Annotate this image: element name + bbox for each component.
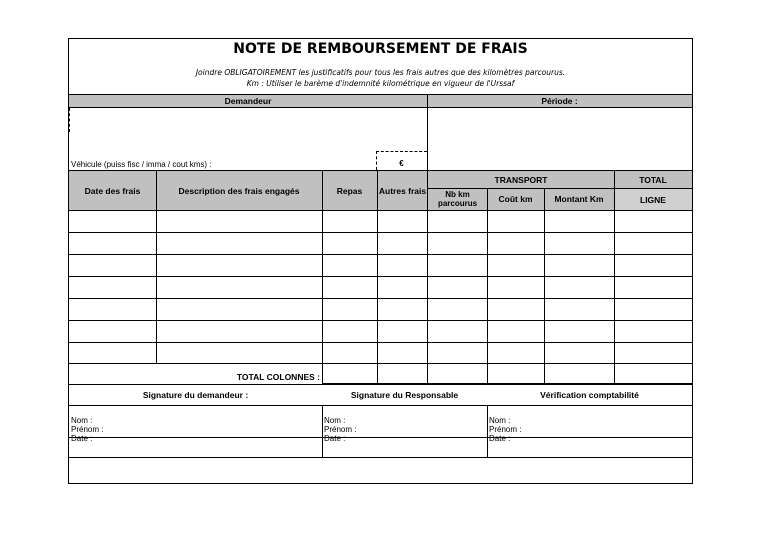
euro-sign: € [399,159,404,168]
divider [614,171,615,383]
divider [322,405,323,457]
verification-comptabilite-header: Vérification comptabilité [540,389,639,400]
signature-responsable-block[interactable] [324,416,356,443]
header-ligne: LIGNE [640,194,666,205]
divider [428,188,692,189]
divider [69,254,692,255]
demandeur-header: Demandeur [69,94,427,108]
date-label: Date : [489,434,511,443]
divider [427,94,428,108]
divider [69,437,692,438]
header-montant-km: Montant Km [554,194,604,204]
divider [69,405,692,406]
header-date: Date des frais [84,185,141,196]
divider [69,298,692,299]
divider [322,171,323,383]
form-subtitle-1: Joindre OBLIGATOIREMENT les justificatifs pour tous les frais autres que des kilomètres parcourus. [195,68,566,77]
divider [377,171,378,383]
expense-form [68,38,693,484]
header-description: Description des frais engagés [178,185,300,196]
signature-demandeur-block[interactable] [71,416,103,443]
header-transport: TRANSPORT [494,174,548,185]
nom-label: Nom : [324,416,346,425]
divider [69,210,692,211]
nom-label: Nom : [489,416,511,425]
prenom-label: Prénom : [71,425,104,434]
divider [69,108,70,132]
divider [427,171,428,383]
divider [544,188,545,383]
divider [156,171,157,363]
verification-comptabilite-block[interactable] [489,416,521,443]
divider [69,276,692,277]
divider [69,232,692,233]
date-label: Date : [324,434,346,443]
divider [487,405,488,457]
header-repas: Repas [336,185,363,196]
form-title: NOTE DE REMBOURSEMENT DE FRAIS [233,41,528,57]
vehicule-label: Véhicule (puiss fisc / imma / cout kms) : [71,160,212,169]
nom-label: Nom : [71,416,93,425]
header-total: TOTAL [639,174,667,185]
divider [69,320,692,321]
periode-header: Période : [427,94,692,108]
prenom-label: Prénom : [489,425,522,434]
total-colonnes-label: TOTAL COLONNES : [236,372,320,382]
demandeur-field[interactable] [69,108,427,160]
signature-demandeur-header: Signature du demandeur : [142,389,249,400]
divider [487,188,488,383]
periode-field[interactable] [428,108,692,170]
prenom-label: Prénom : [324,425,357,434]
divider [69,457,692,458]
header-cout-km: Coût km [498,194,533,204]
header-autres-frais: Autres frais [378,185,427,196]
header-nb-km: Nb km parcourus [437,190,478,208]
date-label: Date : [71,434,93,443]
form-subtitle-2: Km : Utiliser le barème d'indemnité kilométrique en vigueur de l'Urssaf [246,79,515,88]
divider [69,342,692,343]
divider [69,363,692,364]
signature-responsable-header: Signature du Responsable [350,389,459,400]
divider [427,108,428,170]
